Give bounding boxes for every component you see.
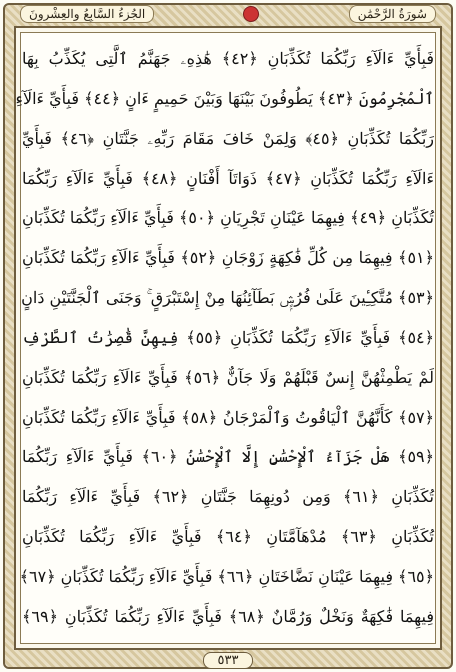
verse-line: لَمْ يَطْمِثْهُنَّ إِنسٌ قَبْلَهُمْ وَلَا جَآنٌّ ﴿٥٦﴾ فَبِأَيِّ ءَالَآءِ رَبِّكُمَا تُكَذِّبَانِ — [22, 367, 434, 387]
verse-line: ٱلْمُجْرِمُونَ ﴿٤٣﴾ يَطُوفُونَ بَيْنَهَا وَبَيْنَ حَمِيمٍ ءَانٍ ﴿٤٤﴾ فَبِأَيِّ ءَالَآءِ — [15, 88, 434, 108]
verse-line: ﴿٥٣﴾ مُتَّكِـِٔينَ عَلَىٰ فُرُشٍۭ بَطَآئِنُهَا مِنْ إِسْتَبْرَقٍ ۚ وَجَنَى ٱلْجَنَّتَيْنِ دَانٍ — [21, 288, 434, 308]
verse-line: ﴿٥٩﴾ هَلْ جَزَآءُ ٱلْإِحْسَٰنِ إِلَّا ٱلْإِحْسَٰنُ ﴿٦٠﴾ فَبِأَيِّ ءَالَآءِ رَبِّكُمَا — [22, 447, 435, 467]
red-marker-icon — [243, 6, 259, 22]
page-footer — [0, 651, 456, 669]
surah-label: سُورَةُ الرَّحْمَٰن — [349, 5, 436, 23]
verse-line: ﴿٥١﴾ فِيهِمَا مِن كُلِّ فَٰكِهَةٍ زَوْجَانِ ﴿٥٢﴾ فَبِأَيِّ ءَالَآءِ رَبِّكُمَا تُكَذِّبَانِ — [22, 248, 434, 268]
verse-line: ﴿٥٧﴾ كَأَنَّهُنَّ ٱلْيَاقُوتُ وَٱلْمَرْجَانُ ﴿٥٨﴾ فَبِأَيِّ ءَالَآءِ رَبِّكُمَا تُكَذِّبَانِ — [22, 407, 434, 427]
verse-line: فَبِأَيِّ ءَالَآءِ رَبِّكُمَا تُكَذِّبَانِ ﴿٤٢﴾ هَٰذِهِۦ جَهَنَّمُ ٱلَّتِى يُكَذِّبُ بِهَا — [22, 49, 434, 68]
juz-label: الجُزءُ السَّابِعُ والعِشْرونَ — [20, 5, 154, 23]
verse-line: تُكَذِّبَانِ ﴿٦١﴾ وَمِن دُونِهِمَا جَنَّتَانِ ﴿٦٢﴾ فَبِأَيِّ ءَالَآءِ رَبِّكُمَا — [22, 487, 435, 507]
page-header — [20, 4, 436, 24]
verse-lines — [15, 48, 435, 628]
verse-line: ﴿٥٤﴾ فَبِأَيِّ ءَالَآءِ رَبِّكُمَا تُكَذِّبَانِ ﴿٥٥﴾ فِيهِنَّ قَٰصِرَٰتُ ٱلطَّرْفِ — [22, 327, 435, 347]
verse-line: ءَالَآءِ رَبِّكُمَا تُكَذِّبَانِ ﴿٤٧﴾ ذَوَاتَآ أَفْنَانٍ ﴿٤٨﴾ فَبِأَيِّ ءَالَآءِ رَبِّكُمَا — [22, 168, 435, 188]
verse-line: تُكَذِّبَانِ ﴿٤٩﴾ فِيهِمَا عَيْنَانِ تَجْرِيَانِ ﴿٥٠﴾ فَبِأَيِّ ءَالَآءِ رَبِّكُمَا تُكَذِّبَانِ — [22, 208, 434, 228]
verse-line: فِيهِمَا فَٰكِهَةٌ وَنَخْلٌ وَرُمَّانٌ ﴿٦٨﴾ فَبِأَيِّ ءَالَآءِ رَبِّكُمَا تُكَذِّبَانِ ﴿٦٩﴾ — [22, 606, 435, 626]
verse-line: رَبِّكُمَا تُكَذِّبَانِ ﴿٤٥﴾ وَلِمَنْ خَافَ مَقَامَ رَبِّهِۦ جَنَّتَانِ ﴿٤٦﴾ فَبِأَيِّ — [22, 128, 435, 148]
page-number: ٥٣٣ — [203, 652, 254, 669]
verse-line: ﴿٦٥﴾ فِيهِمَا عَيْنَانِ نَضَّاخَتَانِ ﴿٦٦﴾ فَبِأَيِّ ءَالَآءِ رَبِّكُمَا تُكَذِّبَانِ ﴿٦٧﴾ — [19, 566, 434, 586]
verse-line: تُكَذِّبَانِ ﴿٦٣﴾ مُدْهَآمَّتَانِ ﴿٦٤﴾ فَبِأَيِّ ءَالَآءِ رَبِّكُمَا تُكَذِّبَانِ — [22, 527, 434, 547]
